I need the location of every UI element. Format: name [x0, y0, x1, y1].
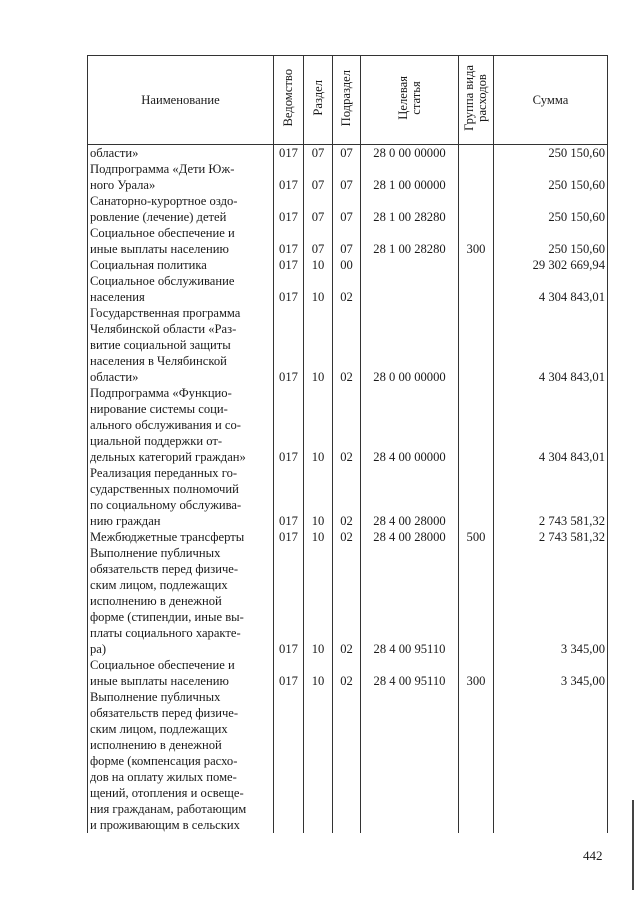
- cell-name-line: ния гражданам, работающим: [90, 802, 247, 816]
- cell-name-line: Челябинской области «Раз-: [90, 322, 237, 336]
- cell-podrazdel: 02: [333, 273, 361, 305]
- header-vedomstvo: Ведомство: [274, 56, 304, 145]
- table-body: [88, 145, 608, 834]
- cell-podrazdel: 02: [333, 385, 361, 465]
- cell-celevaya-statya: [361, 273, 459, 305]
- cell-summa: 4 304 843,01: [494, 385, 608, 465]
- cell-razdel: [304, 689, 333, 833]
- cell-vedomstvo: 017: [274, 161, 304, 193]
- cell-razdel: 10: [304, 545, 333, 657]
- cell-summa: 3 345,00: [494, 545, 608, 657]
- cell-summa: 3 345,00: [494, 657, 608, 689]
- cell-name-line: иные выплаты населению: [90, 242, 229, 256]
- cell-razdel: 10: [304, 385, 333, 465]
- budget-table: [87, 55, 608, 833]
- cell-celevaya-statya: 28 4 00 00000: [361, 385, 459, 465]
- cell-vedomstvo: 017: [274, 657, 304, 689]
- cell-podrazdel: 07: [333, 145, 361, 162]
- table-row: [88, 193, 608, 225]
- cell-gruppa-vida: [459, 385, 494, 465]
- cell-gruppa-vida: [459, 305, 494, 385]
- cell-podrazdel: 07: [333, 225, 361, 257]
- cell-razdel: 10: [304, 529, 333, 545]
- cell-name-line: исполнению в денежной: [90, 738, 222, 752]
- cell-name: [88, 145, 274, 162]
- cell-name-line: иные выплаты населению: [90, 674, 229, 688]
- cell-name: [88, 545, 274, 657]
- cell-celevaya-statya: 28 1 00 00000: [361, 161, 459, 193]
- cell-celevaya-statya: 28 4 00 28000: [361, 465, 459, 529]
- cell-name-line: ного Урала»: [90, 178, 156, 192]
- cell-summa: 2 743 581,32: [494, 529, 608, 545]
- cell-vedomstvo: 017: [274, 225, 304, 257]
- cell-podrazdel: 00: [333, 257, 361, 273]
- cell-name-line: по социальному обслужива-: [90, 498, 242, 512]
- cell-razdel: 10: [304, 465, 333, 529]
- table-row: [88, 257, 608, 273]
- cell-name: [88, 385, 274, 465]
- cell-celevaya-statya: 28 0 00 00000: [361, 305, 459, 385]
- cell-razdel: 07: [304, 193, 333, 225]
- cell-name: [88, 529, 274, 545]
- cell-razdel: 10: [304, 657, 333, 689]
- cell-name-line: дов на оплату жилых поме-: [90, 770, 237, 784]
- cell-vedomstvo: 017: [274, 257, 304, 273]
- cell-name-line: циальной поддержки от-: [90, 434, 223, 448]
- cell-summa: 250 150,60: [494, 225, 608, 257]
- cell-razdel: 07: [304, 161, 333, 193]
- cell-vedomstvo: 017: [274, 545, 304, 657]
- cell-razdel: 07: [304, 145, 333, 162]
- cell-name-line: обязательств перед физиче-: [90, 706, 239, 720]
- cell-podrazdel: 02: [333, 305, 361, 385]
- cell-name-line: ра): [90, 642, 107, 656]
- cell-name-line: ровление (лечение) детей: [90, 210, 227, 224]
- cell-podrazdel: 02: [333, 529, 361, 545]
- table-header-row: [88, 56, 608, 145]
- cell-summa: 4 304 843,01: [494, 273, 608, 305]
- cell-name-line: обязательств перед физиче-: [90, 562, 239, 576]
- cell-vedomstvo: 017: [274, 305, 304, 385]
- cell-name-line: исполнению в денежной: [90, 594, 222, 608]
- cell-vedomstvo: [274, 689, 304, 833]
- cell-celevaya-statya: 28 4 00 28000: [361, 529, 459, 545]
- cell-summa: 250 150,60: [494, 161, 608, 193]
- cell-gruppa-vida: [459, 273, 494, 305]
- table-row: [88, 305, 608, 385]
- cell-name-line: Социальное обеспечение и: [90, 226, 235, 240]
- table-row: [88, 385, 608, 465]
- cell-razdel: 10: [304, 257, 333, 273]
- cell-celevaya-statya: 28 1 00 28280: [361, 193, 459, 225]
- cell-name-line: населения в Челябинской: [90, 354, 227, 368]
- cell-name: [88, 465, 274, 529]
- cell-name-line: витие социальной защиты: [90, 338, 231, 352]
- cell-name-line: платы социального характе-: [90, 626, 241, 640]
- cell-gruppa-vida: [459, 465, 494, 529]
- cell-celevaya-statya: 28 4 00 95110: [361, 545, 459, 657]
- cell-celevaya-statya: 28 1 00 28280: [361, 225, 459, 257]
- cell-summa: 250 150,60: [494, 193, 608, 225]
- cell-name-line: Социальная политика: [90, 258, 207, 272]
- cell-podrazdel: 07: [333, 161, 361, 193]
- cell-name: [88, 273, 274, 305]
- cell-name-line: щений, отопления и освеще-: [90, 786, 244, 800]
- cell-summa: 2 743 581,32: [494, 465, 608, 529]
- cell-name-line: Санаторно-курортное оздо-: [90, 194, 238, 208]
- table-row: [88, 545, 608, 657]
- table-row: [88, 689, 608, 833]
- cell-name-line: ским лицом, подлежащих: [90, 578, 228, 592]
- cell-gruppa-vida: 300: [459, 657, 494, 689]
- cell-podrazdel: 02: [333, 545, 361, 657]
- cell-name-line: Выполнение публичных: [90, 546, 221, 560]
- cell-name-line: ального обслуживания и со-: [90, 418, 241, 432]
- cell-celevaya-statya: 28 0 00 00000: [361, 145, 459, 162]
- table-row: [88, 657, 608, 689]
- cell-summa: 250 150,60: [494, 145, 608, 162]
- cell-vedomstvo: 017: [274, 529, 304, 545]
- header-name: Наименование: [88, 56, 274, 145]
- cell-name-line: Социальное обслуживание: [90, 274, 235, 288]
- cell-gruppa-vida: [459, 689, 494, 833]
- cell-name: [88, 305, 274, 385]
- scan-edge-mark: [632, 800, 634, 890]
- cell-name: [88, 257, 274, 273]
- cell-gruppa-vida: 300: [459, 225, 494, 257]
- cell-celevaya-statya: 28 4 00 95110: [361, 657, 459, 689]
- cell-podrazdel: 07: [333, 193, 361, 225]
- cell-gruppa-vida: [459, 193, 494, 225]
- cell-name: [88, 689, 274, 833]
- cell-summa: [494, 689, 608, 833]
- page-number: 442: [583, 848, 603, 863]
- table-row: [88, 145, 608, 162]
- cell-gruppa-vida: 500: [459, 529, 494, 545]
- cell-name-line: ским лицом, подлежащих: [90, 722, 228, 736]
- cell-name-line: населения: [90, 290, 145, 304]
- cell-gruppa-vida: [459, 545, 494, 657]
- cell-name-line: области»: [90, 370, 139, 384]
- cell-name: [88, 225, 274, 257]
- cell-gruppa-vida: [459, 161, 494, 193]
- cell-name-line: форме (компенсация расхо-: [90, 754, 238, 768]
- table-row: [88, 465, 608, 529]
- cell-name-line: области»: [90, 146, 139, 160]
- cell-celevaya-statya: [361, 257, 459, 273]
- header-summa: Сумма: [494, 56, 608, 145]
- cell-gruppa-vida: [459, 145, 494, 162]
- table-row: [88, 273, 608, 305]
- cell-podrazdel: [333, 689, 361, 833]
- cell-vedomstvo: 017: [274, 193, 304, 225]
- cell-razdel: 10: [304, 273, 333, 305]
- cell-name-line: Государственная программа: [90, 306, 241, 320]
- table-row: [88, 161, 608, 193]
- cell-name-line: сударственных полномочий: [90, 482, 239, 496]
- cell-gruppa-vida: [459, 257, 494, 273]
- header-podrazdel: Подраздел: [333, 56, 361, 145]
- cell-name-line: Социальное обеспечение и: [90, 658, 235, 672]
- cell-summa: 4 304 843,01: [494, 305, 608, 385]
- cell-name-line: и проживающим в сельских: [90, 818, 240, 832]
- cell-name-line: Выполнение публичных: [90, 690, 221, 704]
- cell-vedomstvo: 017: [274, 465, 304, 529]
- cell-vedomstvo: 017: [274, 273, 304, 305]
- cell-vedomstvo: 017: [274, 145, 304, 162]
- cell-name-line: Межбюджетные трансферты: [90, 530, 245, 544]
- cell-name-line: Реализация переданных го-: [90, 466, 238, 480]
- cell-name: [88, 161, 274, 193]
- table-row: [88, 225, 608, 257]
- header-celevaya-statya: Целевая статья: [361, 56, 459, 145]
- cell-podrazdel: 02: [333, 465, 361, 529]
- cell-name-line: Подпрограмма «Функцио-: [90, 386, 232, 400]
- cell-razdel: 10: [304, 305, 333, 385]
- table-row: [88, 529, 608, 545]
- cell-name: [88, 193, 274, 225]
- header-razdel: Раздел: [304, 56, 333, 145]
- cell-name: [88, 657, 274, 689]
- cell-razdel: 07: [304, 225, 333, 257]
- cell-name-line: нирование системы соци-: [90, 402, 228, 416]
- header-gruppa-vida-rashodov: Группа вида расходов: [459, 56, 494, 145]
- cell-vedomstvo: 017: [274, 385, 304, 465]
- cell-podrazdel: 02: [333, 657, 361, 689]
- cell-celevaya-statya: [361, 689, 459, 833]
- cell-name-line: форме (стипендии, иные вы-: [90, 610, 244, 624]
- cell-name-line: Подпрограмма «Дети Юж-: [90, 162, 235, 176]
- cell-summa: 29 302 669,94: [494, 257, 608, 273]
- cell-name-line: нию граждан: [90, 514, 161, 528]
- cell-name-line: дельных категорий граждан»: [90, 450, 246, 464]
